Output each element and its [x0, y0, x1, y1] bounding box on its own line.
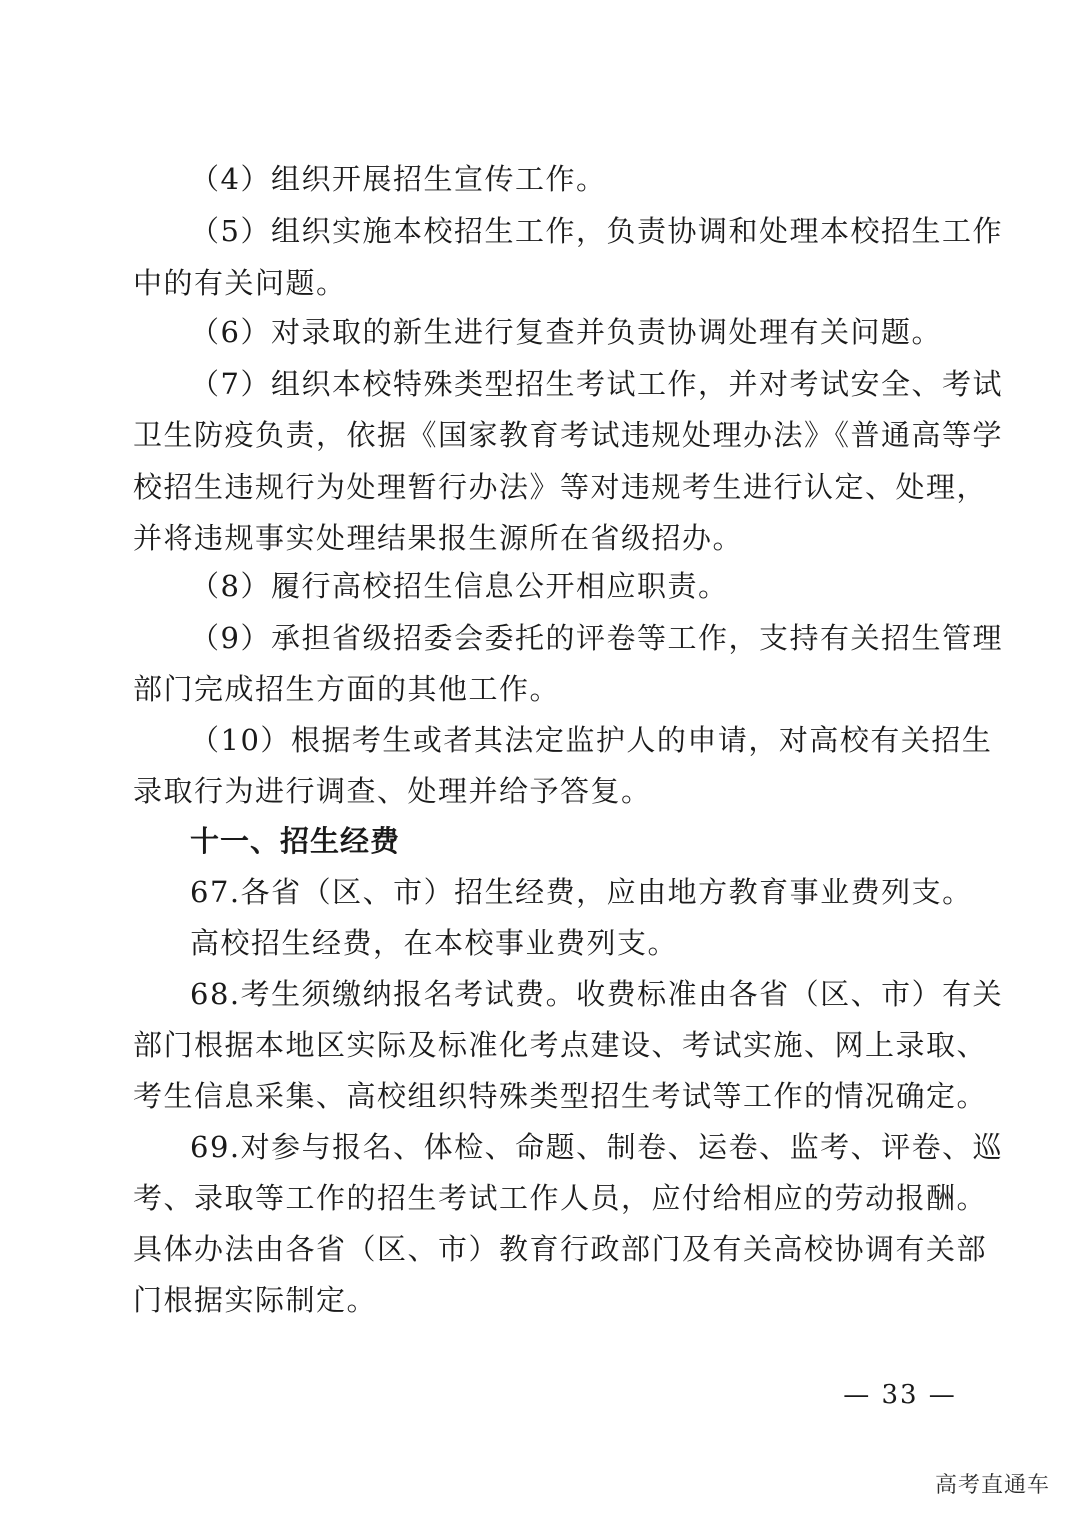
item-8-line: （8）履行高校招生信息公开相应职责。	[190, 569, 729, 603]
article-69-line-4: 门根据实际制定。	[133, 1283, 378, 1317]
item-9-line-2: 部门完成招生方面的其他工作。	[133, 672, 561, 706]
watermark: 高考直通车	[934, 1473, 1050, 1498]
article-68-line-2: 部门根据本地区实际及标准化考点建设、考试实施、网上录取、	[133, 1028, 988, 1062]
item-10-line-1: （10）根据考生或者其法定监护人的申请，对高校有关招生	[190, 723, 993, 757]
item-5-line-2: 中的有关问题。	[133, 266, 347, 300]
section-heading: 十一、招生经费	[190, 824, 401, 858]
item-4-line: （4）组织开展招生宣传工作。	[190, 162, 607, 196]
item-10-line-2: 录取行为进行调查、处理并给予答复。	[133, 774, 652, 808]
article-68-line-1: 68.考生须缴纳报名考试费。收费标准由各省（区、市）有关	[190, 977, 1004, 1011]
item-7-line-2: 卫生防疫负责，依据《国家教育考试违规处理办法》《普通高等学	[133, 418, 1004, 452]
page-number: — 33 —	[843, 1380, 957, 1410]
article-68-line-3: 考生信息采集、高校组织特殊类型招生考试等工作的情况确定。	[133, 1079, 988, 1113]
article-69-line-2: 考、录取等工作的招生考试工作人员，应付给相应的劳动报酬。	[133, 1181, 988, 1215]
item-7-line-4: 并将违规事实处理结果报生源所在省级招办。	[133, 521, 744, 555]
article-67-line-2: 高校招生经费，在本校事业费列支。	[190, 926, 679, 960]
article-69-line-1: 69.对参与报名、体检、命题、制卷、运卷、监考、评卷、巡	[190, 1130, 1004, 1164]
article-67-line-1: 67.各省（区、市）招生经费，应由地方教育事业费列支。	[190, 875, 973, 909]
item-5-line-1: （5）组织实施本校招生工作，负责协调和处理本校招生工作	[190, 214, 1003, 248]
item-9-line-1: （9）承担省级招委会委托的评卷等工作，支持有关招生管理	[190, 621, 1003, 655]
item-7-line-3: 校招生违规行为处理暂行办法》等对违规考生进行认定、处理，	[133, 470, 988, 504]
item-7-line-1: （7）组织本校特殊类型招生考试工作，并对考试安全、考试	[190, 367, 1003, 401]
article-69-line-3: 具体办法由各省（区、市）教育行政部门及有关高校协调有关部	[133, 1232, 988, 1266]
item-6-line: （6）对录取的新生进行复查并负责协调处理有关问题。	[190, 315, 942, 349]
